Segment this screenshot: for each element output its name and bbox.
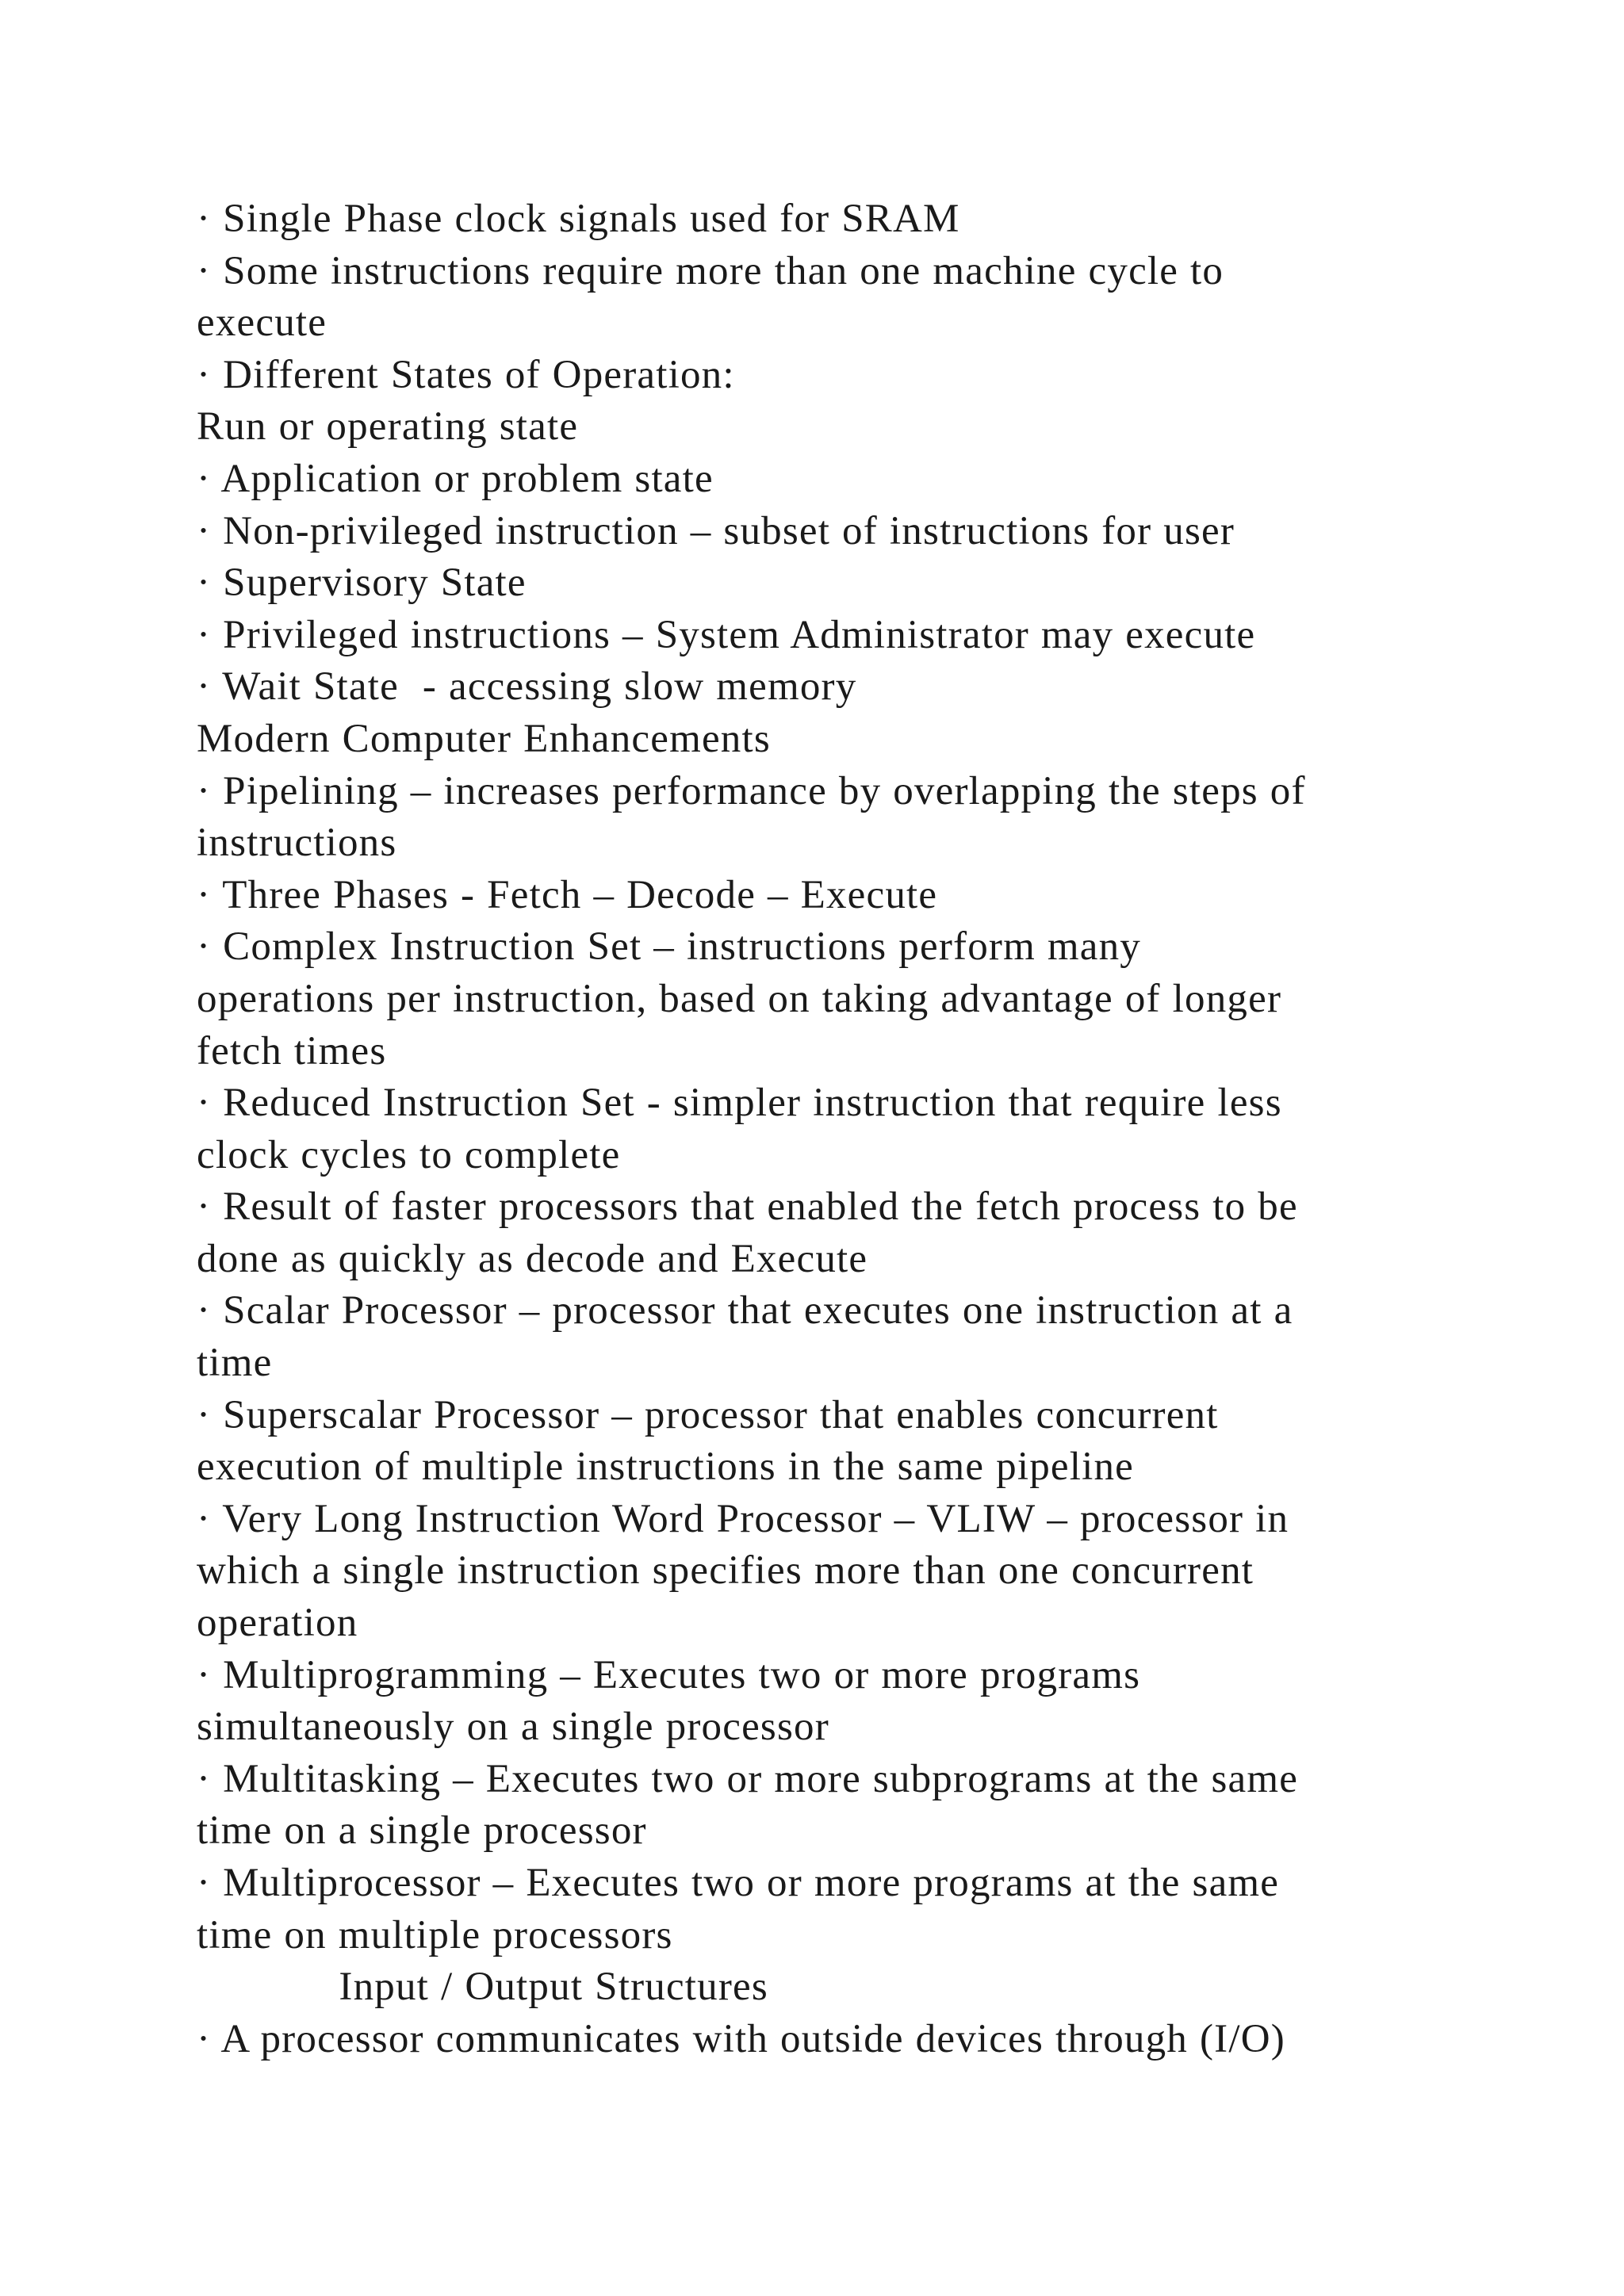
text-line: · Non-privileged instruction – subset of instructions for user (197, 508, 1235, 553)
text-line: · Privileged instructions – System Administrator may execute (197, 612, 1256, 657)
text-line: · Multiprocessor – Executes two or more programs at the same (197, 1861, 1280, 1905)
text-line: · Very Long Instruction Word Processor – VLIW – processor in (197, 1496, 1289, 1541)
text-line: · Supervisory State (197, 561, 527, 606)
text-line: simultaneously on a single processor (197, 1705, 829, 1750)
text-line: · Wait State - accessing slow memory (197, 664, 857, 710)
text-line: fetch times (197, 1028, 387, 1073)
text-line: · Complex Instruction Set – instructions perform many (197, 924, 1142, 970)
text-line: operation (197, 1601, 358, 1646)
text-line: · Superscalar Processor – processor that enables concurrent (197, 1392, 1219, 1437)
text-line: · Single Phase clock signals used for SRAM (197, 197, 960, 241)
text-line: · Three Phases - Fetch – Decode – Execute (197, 872, 938, 917)
text-line: time (197, 1341, 273, 1386)
text-line: · Pipelining – increases performance by overlapping the steps of (197, 768, 1306, 813)
text-line: · Some instructions require more than one machine cycle to (197, 248, 1224, 293)
text-line: done as quickly as decode and Execute (197, 1236, 868, 1281)
text-line: execution of multiple instructions in the same pipeline (197, 1445, 1135, 1490)
document-body (197, 193, 1481, 2065)
text-line: time on a single processor (197, 1808, 647, 1854)
text-line: operations per instruction, based on taking advantage of longer (197, 976, 1282, 1021)
text-line: · Multitasking – Executes two or more subprograms at the same (197, 1756, 1299, 1801)
text-line: · Different States of Operation: (197, 352, 735, 397)
text-line: clock cycles to complete (197, 1132, 621, 1177)
text-line: · Scalar Processor – processor that executes one instruction at a (197, 1288, 1293, 1334)
text-line: which a single instruction specifies more than one concurrent (197, 1548, 1254, 1594)
text-line: Run or operating state (197, 404, 579, 450)
section-heading: Modern Computer Enhancements (197, 716, 771, 761)
text-line: · Multiprogramming – Executes two or more programs (197, 1652, 1141, 1697)
text-line: instructions (197, 821, 397, 866)
text-line: · Result of faster processors that enabled the fetch process to be (197, 1184, 1298, 1230)
text-line: · Application or problem state (197, 456, 714, 501)
text-line: execute (197, 300, 327, 346)
text-line: · A processor communicates with outside devices through (I/O) (197, 2016, 1285, 2061)
text-line: · Reduced Instruction Set - simpler instruction that require less (197, 1081, 1282, 1126)
section-heading: Input / Output Structures (197, 1965, 768, 2010)
text-line: time on multiple processors (197, 1912, 673, 1957)
